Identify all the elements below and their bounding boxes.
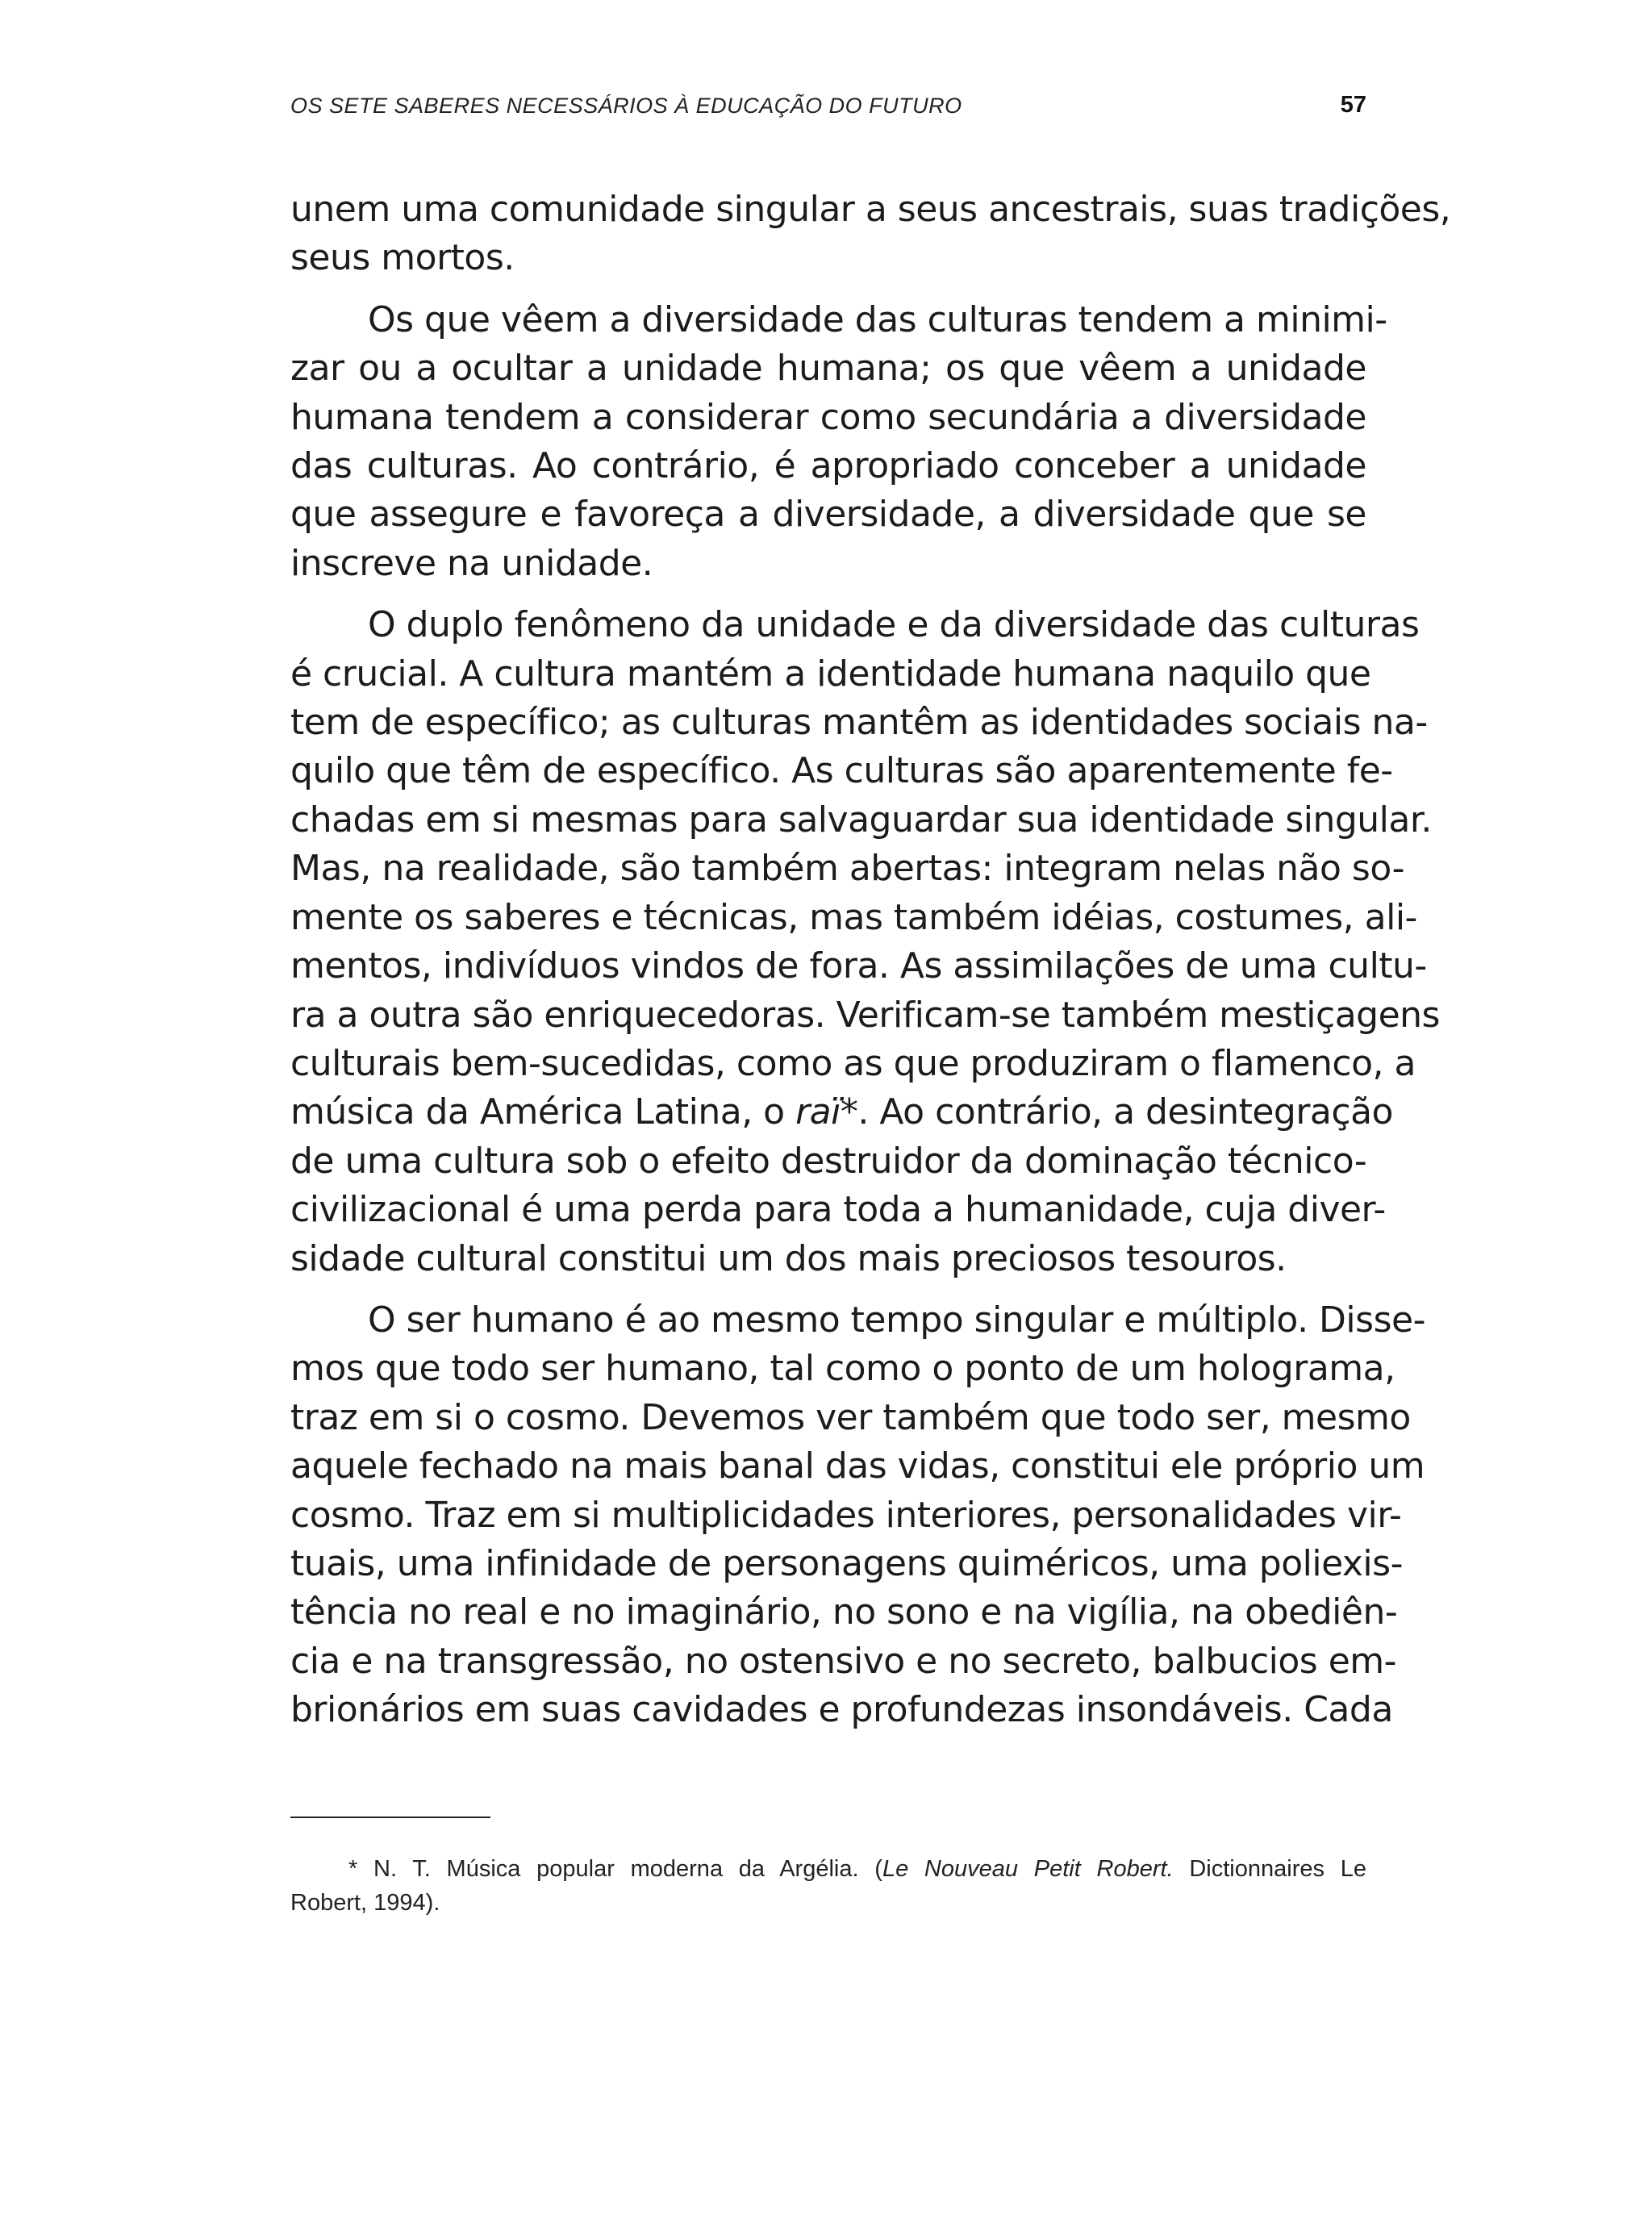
footnote-segment: Dictionnaires Le (1173, 1856, 1366, 1882)
text-line: chadas em si mesmas para salvaguardar sua identidade singular. (290, 799, 1432, 841)
text-line: mente os saberes e técnicas, mas também idéias, costumes, ali- (290, 896, 1417, 938)
footnote-line: Robert, 1994). (290, 1890, 440, 1916)
emphasized-term: raï (795, 1091, 841, 1133)
text-line-with-emphasis (290, 1088, 1393, 1137)
footnote-book-title: Le Nouveau Petit Robert. (882, 1856, 1174, 1882)
text-line: cia e na transgressão, no ostensivo e no secreto, balbucios em- (290, 1640, 1396, 1682)
page-number: 57 (1340, 92, 1366, 118)
text-segment: *. Ao contrário, a desintegração (840, 1091, 1393, 1133)
text-line: aquele fechado na mais banal das vidas, constitui ele próprio um (290, 1445, 1425, 1487)
text-line: brionários em suas cavidades e profundezas insondáveis. Cada (290, 1689, 1393, 1731)
paragraph-1 (290, 186, 1451, 283)
text-line: tuais, uma infinidade de personagens quiméricos, uma poliexis- (290, 1542, 1403, 1584)
text-line: tência no real e no imaginário, no sono e na vigília, na obediên- (290, 1591, 1398, 1633)
text-line: que assegure e favoreça a diversidade, a diversidade que se (290, 494, 1366, 536)
text-line: mos que todo ser humano, tal como o ponto de um holograma, (290, 1348, 1395, 1390)
text-line: cosmo. Traz em si multiplicidades interiores, personalidades vir- (290, 1494, 1402, 1536)
text-line: das culturas. Ao contrário, é apropriado conceber a unidade (290, 445, 1366, 487)
footnote-line (290, 1852, 1366, 1886)
footnote (290, 1852, 1366, 1920)
running-title: OS SETE SABERES NECESSÁRIOS À EDUCAÇÃO DO FUTURO (290, 94, 962, 118)
text-line: de uma cultura sob o efeito destruidor da dominação técnico- (290, 1140, 1367, 1182)
text-line: Mas, na realidade, são também abertas: integram nelas não so- (290, 848, 1404, 890)
text-line: unem uma comunidade singular a seus ancestrais, suas tradições, (290, 189, 1451, 230)
text-line: tem de específico; as culturas mantêm as identidades sociais na- (290, 702, 1428, 744)
text-line: O ser humano é ao mesmo tempo singular e múltiplo. Disse- (368, 1299, 1425, 1341)
footnote-divider (290, 1817, 490, 1818)
text-line: quilo que têm de específico. As culturas são aparentemente fe- (290, 750, 1393, 792)
text-line: ra a outra são enriquecedoras. Verificam-se também mestiçagens (290, 994, 1440, 1036)
body-text (290, 186, 1451, 1748)
text-line: mentos, indivíduos vindos de fora. As assimilações de uma cultu- (290, 945, 1427, 987)
footnote-segment: * N. T. Música popular moderna da Argélia. ( (348, 1856, 882, 1882)
text-line: traz em si o cosmo. Devemos ver também que todo ser, mesmo (290, 1396, 1411, 1438)
text-segment: música da América Latina, o (290, 1091, 796, 1133)
paragraph-4 (290, 1296, 1425, 1735)
text-line: O duplo fenômeno da unidade e da diversidade das culturas (368, 604, 1420, 646)
text-line: inscreve na unidade. (290, 542, 653, 584)
text-line: é crucial. A cultura mantém a identidade humana naquilo que (290, 653, 1371, 695)
text-line: civilizacional é uma perda para toda a humanidade, cuja diver- (290, 1189, 1386, 1231)
paragraph-2 (290, 296, 1387, 588)
paragraph-3 (290, 601, 1440, 1283)
text-line: humana tendem a considerar como secundária a diversidade (290, 396, 1366, 438)
text-line: Os que vêem a diversidade das culturas tendem a minimi- (368, 298, 1387, 340)
text-line: culturais bem-sucedidas, como as que produziram o flamenco, a (290, 1042, 1416, 1084)
text-line: zar ou a ocultar a unidade humana; os que vêem a unidade (290, 348, 1366, 390)
running-head (290, 94, 1366, 126)
text-line: sidade cultural constitui um dos mais preciosos tesouros. (290, 1237, 1287, 1279)
text-line: seus mortos. (290, 237, 515, 279)
